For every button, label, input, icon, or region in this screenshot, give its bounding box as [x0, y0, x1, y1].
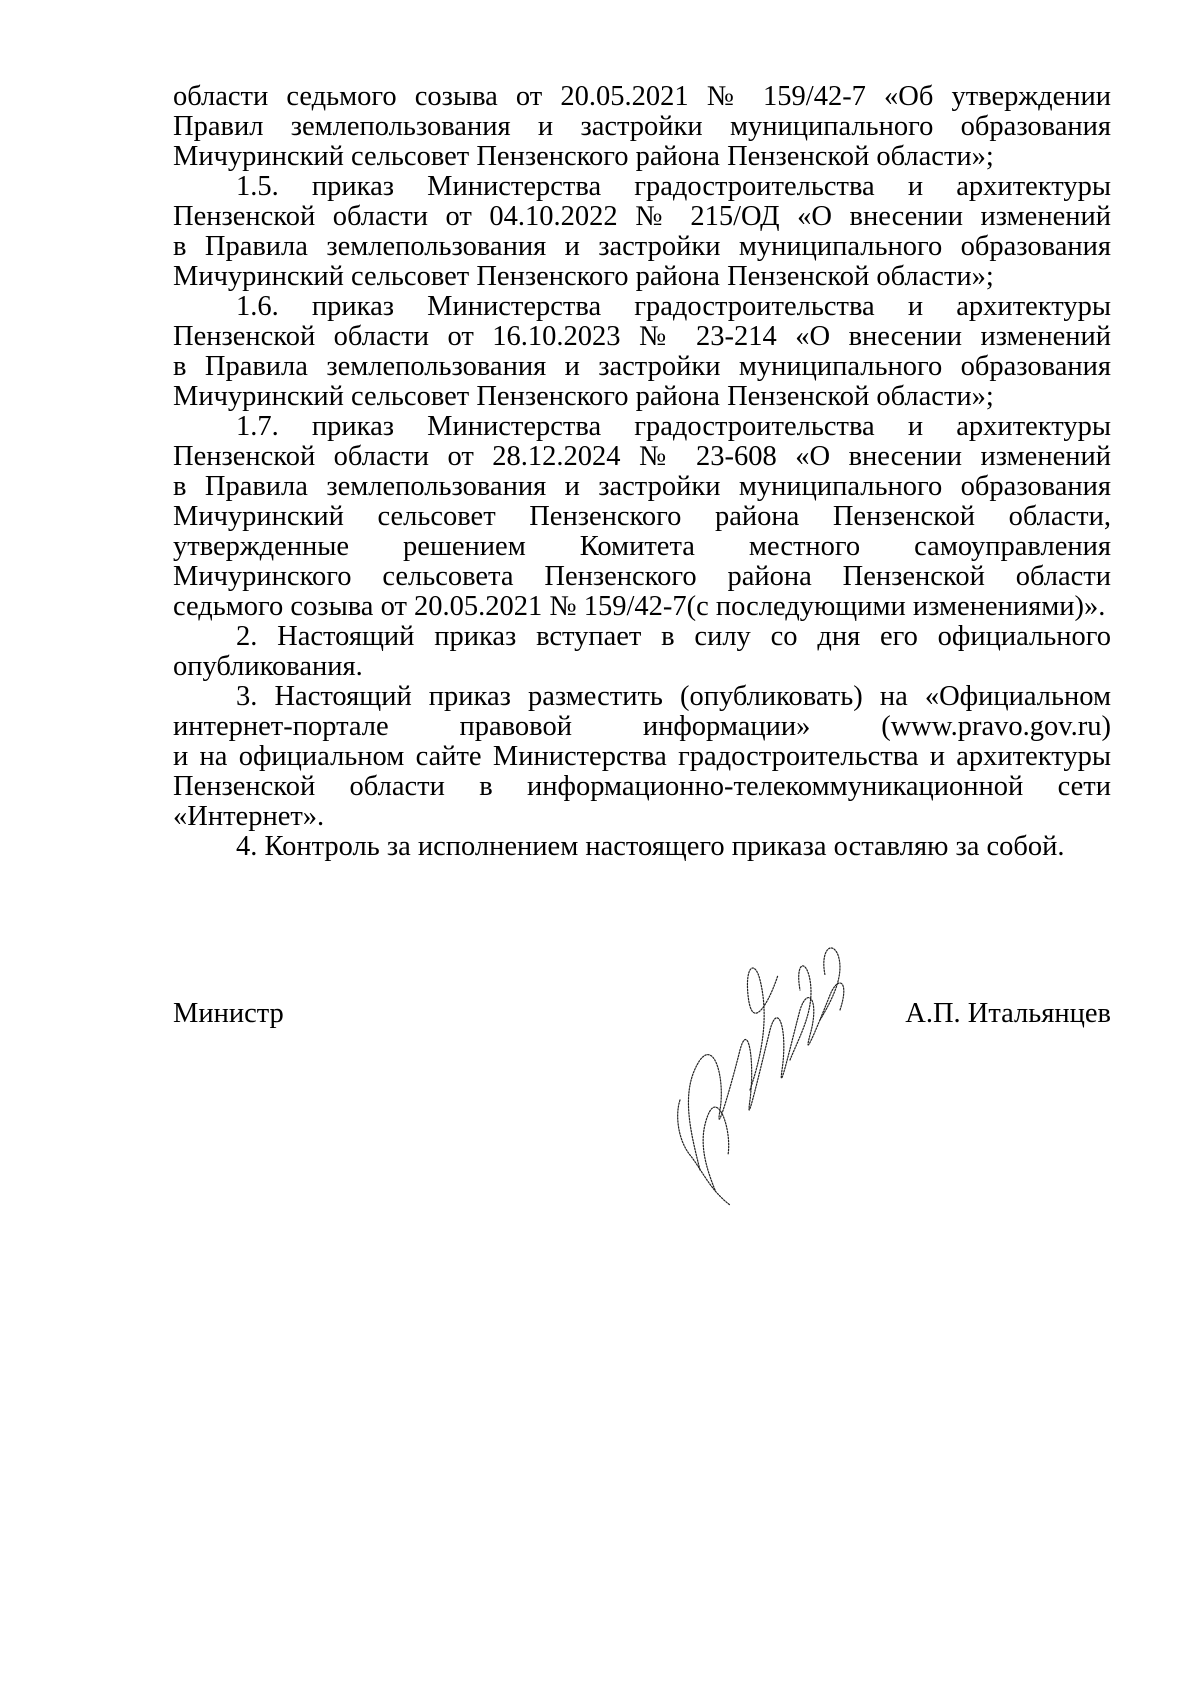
text-line: в Правила землепользования и застройки муниципального образования: [173, 231, 1111, 262]
text-line: Пензенской области в информационно-телекоммуникационной сети: [173, 771, 1111, 802]
text-line: Мичуринский сельсовет Пензенского района Пензенской области»;: [173, 261, 994, 292]
text-line: опубликования.: [173, 651, 363, 682]
text-line: утвержденные решением Комитета местного самоуправления: [173, 531, 1111, 562]
text-line: Пензенской области от 04.10.2022 № 215/ОД «О внесении изменений: [173, 201, 1111, 232]
text-line: и на официальном сайте Министерства градостроительства и архитектуры: [173, 741, 1111, 772]
text-line: «Интернет».: [173, 801, 325, 832]
text-line: Пензенской области от 28.12.2024 № 23-608 «О внесении изменений: [173, 441, 1111, 472]
text-line: Пензенской области от 16.10.2023 № 23-214 «О внесении изменений: [173, 321, 1111, 352]
signatory-name: А.П. Итальянцев: [905, 998, 1111, 1029]
text-line: 4. Контроль за исполнением настоящего приказа оставляю за собой.: [236, 831, 1065, 862]
text-line: Мичуринский сельсовет Пензенского района Пензенской области,: [173, 501, 1111, 532]
text-line: Правил землепользования и застройки муниципального образования: [173, 111, 1111, 142]
text-line: интернет-портале правовой информации» (www.pravo.gov.ru): [173, 711, 1111, 742]
text-line: области седьмого созыва от 20.05.2021 № 159/42-7 «Об утверждении: [173, 81, 1111, 112]
text-line: Мичуринский сельсовет Пензенского района Пензенской области»;: [173, 141, 994, 172]
text-line: 2. Настоящий приказ вступает в силу со дня его официального: [236, 621, 1111, 652]
text-line: Мичуринский сельсовет Пензенского района Пензенской области»;: [173, 381, 994, 412]
text-line: 3. Настоящий приказ разместить (опубликовать) на «Официальном: [236, 681, 1111, 712]
text-line: Мичуринского сельсовета Пензенского района Пензенской области: [173, 561, 1111, 592]
signatory-role: Министр: [173, 998, 284, 1029]
text-line: седьмого созыва от 20.05.2021 № 159/42-7(с последующими изменениями)».: [173, 591, 1106, 622]
text-line: в Правила землепользования и застройки муниципального образования: [173, 351, 1111, 382]
text-line: 1.7. приказ Министерства градостроительства и архитектуры: [236, 411, 1111, 442]
text-line: 1.6. приказ Министерства градостроительства и архитектуры: [236, 291, 1111, 322]
text-line: 1.5. приказ Министерства градостроительства и архитектуры: [236, 171, 1111, 202]
handwritten-signature: [660, 940, 860, 1210]
text-line: в Правила землепользования и застройки муниципального образования: [173, 471, 1111, 502]
